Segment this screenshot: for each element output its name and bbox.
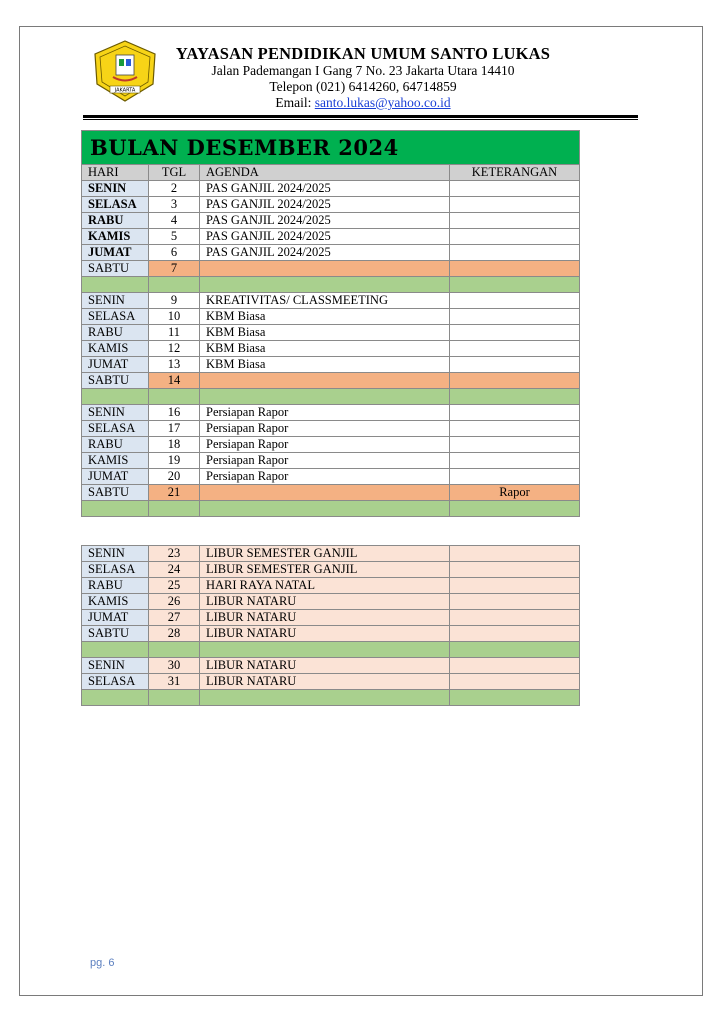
- day-cell: SELASA: [82, 562, 149, 578]
- date-cell: 19: [149, 453, 200, 469]
- date-cell: 3: [149, 197, 200, 213]
- day-cell: SELASA: [82, 309, 149, 325]
- day-cell: SABTU: [82, 261, 149, 277]
- separator-cell: [450, 277, 580, 293]
- email-link[interactable]: santo.lukas@yahoo.co.id: [314, 95, 451, 110]
- week-separator-row: [82, 642, 580, 658]
- table-row: [82, 453, 580, 469]
- agenda-cell: HARI RAYA NATAL: [200, 578, 450, 594]
- table-title: BULAN DESEMBER 2024: [82, 131, 580, 165]
- table-row: [82, 357, 580, 373]
- note-cell: [450, 562, 580, 578]
- agenda-cell: LIBUR NATARU: [200, 594, 450, 610]
- note-cell: [450, 261, 580, 277]
- agenda-cell: Persiapan Rapor: [200, 469, 450, 485]
- agenda-cell: PAS GANJIL 2024/2025: [200, 213, 450, 229]
- separator-cell: [200, 501, 450, 517]
- agenda-cell: [200, 373, 450, 389]
- agenda-cell: PAS GANJIL 2024/2025: [200, 245, 450, 261]
- separator-cell: [82, 690, 149, 706]
- table-row: [82, 546, 580, 562]
- date-cell: 20: [149, 469, 200, 485]
- day-cell: SABTU: [82, 626, 149, 642]
- date-cell: 25: [149, 578, 200, 594]
- agenda-cell: KREATIVITAS/ CLASSMEETING: [200, 293, 450, 309]
- date-cell: 11: [149, 325, 200, 341]
- agenda-table-2: [81, 545, 580, 706]
- note-cell: [450, 469, 580, 485]
- col-header-hari: HARI: [82, 165, 149, 181]
- table-row: [82, 261, 580, 277]
- header-rule: [83, 115, 638, 118]
- agenda-cell: LIBUR NATARU: [200, 610, 450, 626]
- table-row: [82, 610, 580, 626]
- date-cell: 9: [149, 293, 200, 309]
- day-cell: SENIN: [82, 658, 149, 674]
- day-cell: SENIN: [82, 181, 149, 197]
- separator-cell: [200, 277, 450, 293]
- date-cell: 24: [149, 562, 200, 578]
- table-row: [82, 213, 580, 229]
- agenda-table-1: [81, 130, 580, 517]
- agenda-cell: [200, 485, 450, 501]
- day-cell: SENIN: [82, 546, 149, 562]
- agenda-cell: KBM Biasa: [200, 341, 450, 357]
- date-cell: 21: [149, 485, 200, 501]
- note-cell: [450, 293, 580, 309]
- table-row: [82, 421, 580, 437]
- separator-cell: [200, 690, 450, 706]
- table-header: [82, 165, 580, 181]
- header-rule-thin: [83, 119, 638, 120]
- agenda-cell: Persiapan Rapor: [200, 421, 450, 437]
- table-row: [82, 437, 580, 453]
- agenda-cell: KBM Biasa: [200, 357, 450, 373]
- agenda-cell: PAS GANJIL 2024/2025: [200, 229, 450, 245]
- day-cell: RABU: [82, 437, 149, 453]
- date-cell: 18: [149, 437, 200, 453]
- date-cell: 12: [149, 341, 200, 357]
- agenda-cell: PAS GANJIL 2024/2025: [200, 181, 450, 197]
- note-cell: [450, 245, 580, 261]
- date-cell: 5: [149, 229, 200, 245]
- table-row: [82, 578, 580, 594]
- date-cell: 7: [149, 261, 200, 277]
- separator-cell: [450, 690, 580, 706]
- day-cell: KAMIS: [82, 229, 149, 245]
- date-cell: 26: [149, 594, 200, 610]
- note-cell: [450, 405, 580, 421]
- day-cell: SABTU: [82, 485, 149, 501]
- separator-cell: [149, 642, 200, 658]
- day-cell: RABU: [82, 213, 149, 229]
- day-cell: SENIN: [82, 405, 149, 421]
- note-cell: [450, 546, 580, 562]
- email-label: Email:: [275, 95, 315, 110]
- day-cell: SELASA: [82, 421, 149, 437]
- agenda-cell: KBM Biasa: [200, 325, 450, 341]
- school-logo: [93, 40, 157, 102]
- logo-text: JAKARTA: [114, 87, 136, 94]
- day-cell: JUMAT: [82, 610, 149, 626]
- agenda-cell: Persiapan Rapor: [200, 453, 450, 469]
- day-cell: KAMIS: [82, 594, 149, 610]
- note-cell: [450, 578, 580, 594]
- agenda-cell: [200, 261, 450, 277]
- note-cell: [450, 181, 580, 197]
- date-cell: 13: [149, 357, 200, 373]
- table-row: [82, 658, 580, 674]
- day-cell: KAMIS: [82, 453, 149, 469]
- day-cell: KAMIS: [82, 341, 149, 357]
- date-cell: 14: [149, 373, 200, 389]
- day-cell: JUMAT: [82, 469, 149, 485]
- date-cell: 27: [149, 610, 200, 626]
- table-row: [82, 594, 580, 610]
- day-cell: JUMAT: [82, 245, 149, 261]
- note-cell: [450, 309, 580, 325]
- note-cell: [450, 453, 580, 469]
- separator-cell: [82, 642, 149, 658]
- separator-cell: [149, 690, 200, 706]
- col-header-tgl: TGL: [149, 165, 200, 181]
- note-cell: [450, 373, 580, 389]
- table-row: [82, 197, 580, 213]
- separator-cell: [82, 389, 149, 405]
- separator-cell: [200, 642, 450, 658]
- week-separator-row: [82, 389, 580, 405]
- date-cell: 16: [149, 405, 200, 421]
- day-cell: JUMAT: [82, 357, 149, 373]
- day-cell: RABU: [82, 578, 149, 594]
- agenda-cell: LIBUR NATARU: [200, 658, 450, 674]
- note-cell: [450, 325, 580, 341]
- week-separator-row: [82, 690, 580, 706]
- date-cell: 28: [149, 626, 200, 642]
- day-cell: RABU: [82, 325, 149, 341]
- organization-name: YAYASAN PENDIDIKAN UMUM SANTO LUKAS: [175, 44, 551, 63]
- table-row: [82, 181, 580, 197]
- separator-cell: [82, 277, 149, 293]
- agenda-cell: LIBUR SEMESTER GANJIL: [200, 546, 450, 562]
- note-cell: Rapor: [450, 485, 580, 501]
- address: Jalan Pademangan I Gang 7 No. 23 Jakarta Utara 14410: [211, 63, 515, 78]
- table-row: [82, 626, 580, 642]
- week-separator-row: [82, 277, 580, 293]
- note-cell: [450, 658, 580, 674]
- date-cell: 4: [149, 213, 200, 229]
- note-cell: [450, 674, 580, 690]
- note-cell: [450, 197, 580, 213]
- note-cell: [450, 437, 580, 453]
- day-cell: SELASA: [82, 674, 149, 690]
- page-number: pg. 6: [90, 957, 115, 969]
- separator-cell: [200, 389, 450, 405]
- day-cell: SENIN: [82, 293, 149, 309]
- separator-cell: [450, 389, 580, 405]
- agenda-cell: Persiapan Rapor: [200, 437, 450, 453]
- table-row: [82, 309, 580, 325]
- date-cell: 30: [149, 658, 200, 674]
- table-row: [82, 562, 580, 578]
- table-row: [82, 674, 580, 690]
- col-header-agenda: AGENDA: [200, 165, 450, 181]
- table-row: [82, 293, 580, 309]
- table-row: [82, 405, 580, 421]
- date-cell: 10: [149, 309, 200, 325]
- note-cell: [450, 594, 580, 610]
- note-cell: [450, 421, 580, 437]
- note-cell: [450, 626, 580, 642]
- agenda-cell: KBM Biasa: [200, 309, 450, 325]
- note-cell: [450, 341, 580, 357]
- date-cell: 23: [149, 546, 200, 562]
- separator-cell: [149, 501, 200, 517]
- note-cell: [450, 229, 580, 245]
- note-cell: [450, 213, 580, 229]
- date-cell: 17: [149, 421, 200, 437]
- day-cell: SABTU: [82, 373, 149, 389]
- day-cell: SELASA: [82, 197, 149, 213]
- table-row: [82, 341, 580, 357]
- table-row: [82, 245, 580, 261]
- agenda-cell: Persiapan Rapor: [200, 405, 450, 421]
- date-cell: 2: [149, 181, 200, 197]
- agenda-cell: PAS GANJIL 2024/2025: [200, 197, 450, 213]
- note-cell: [450, 357, 580, 373]
- week-separator-row: [82, 501, 580, 517]
- separator-cell: [149, 389, 200, 405]
- agenda-cell: LIBUR NATARU: [200, 626, 450, 642]
- table-row: [82, 373, 580, 389]
- agenda-cell: LIBUR NATARU: [200, 674, 450, 690]
- col-header-keterangan: KETERANGAN: [450, 165, 580, 181]
- table-row: [82, 229, 580, 245]
- date-cell: 31: [149, 674, 200, 690]
- table-row: [82, 325, 580, 341]
- email-line: [165, 95, 561, 111]
- note-cell: [450, 610, 580, 626]
- letterhead: [165, 44, 561, 111]
- separator-cell: [450, 642, 580, 658]
- date-cell: 6: [149, 245, 200, 261]
- table-row: [82, 469, 580, 485]
- separator-cell: [82, 501, 149, 517]
- separator-cell: [450, 501, 580, 517]
- table-row: [82, 485, 580, 501]
- phone: Telepon (021) 6414260, 64714859: [269, 79, 457, 94]
- agenda-cell: LIBUR SEMESTER GANJIL: [200, 562, 450, 578]
- separator-cell: [149, 277, 200, 293]
